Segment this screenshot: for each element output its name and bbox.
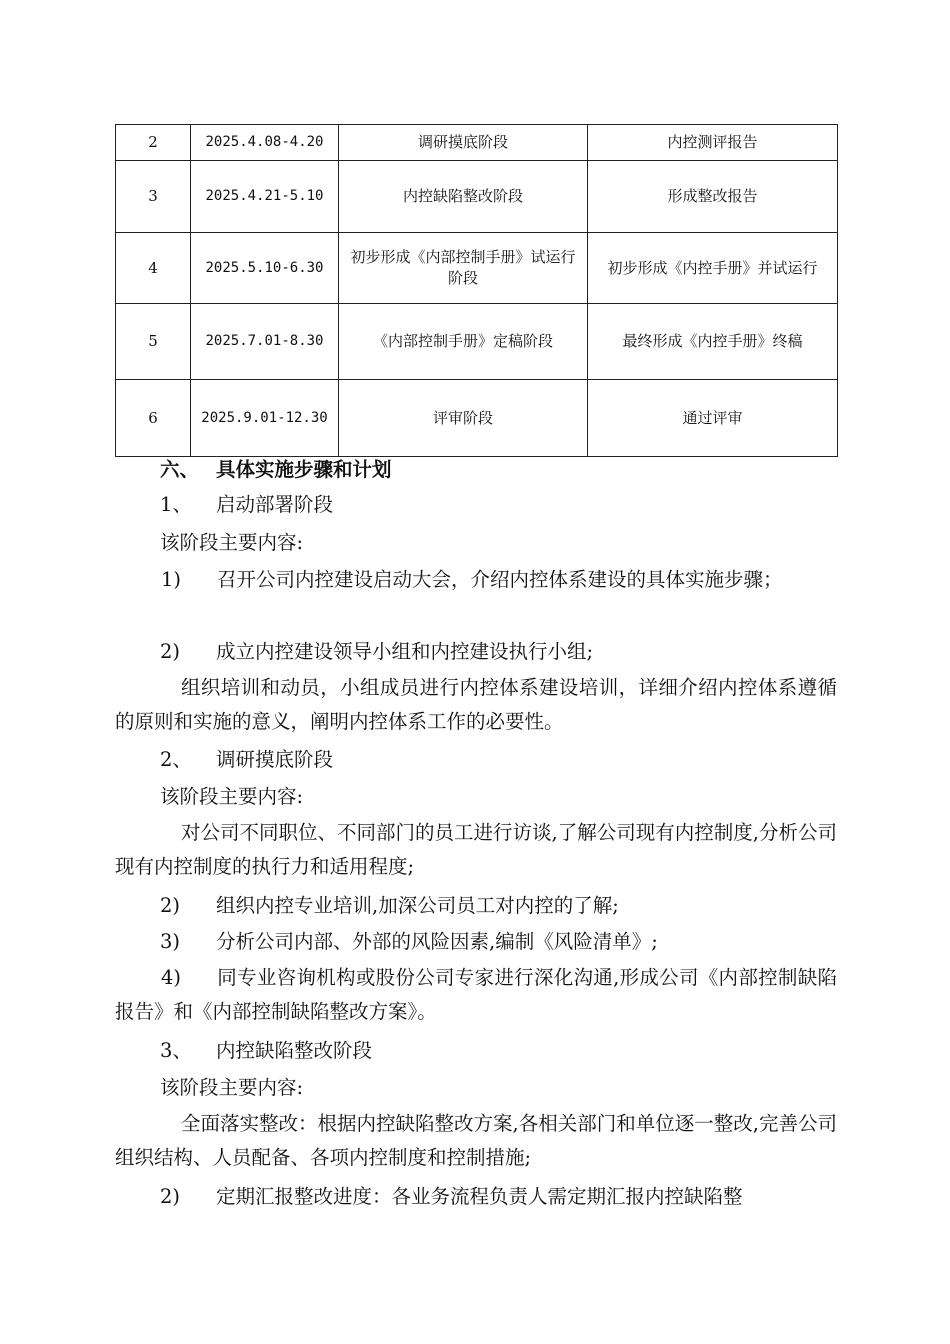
item-text: 组织内控专业培训,加深公司员工对内控的了解; bbox=[216, 894, 619, 917]
row-date: 2025.5.10-6.30 bbox=[191, 233, 339, 304]
section-heading bbox=[160, 453, 392, 487]
list-item bbox=[115, 1107, 837, 1175]
row-date: 2025.9.01-12.30 bbox=[191, 380, 339, 457]
item-number: 2) bbox=[160, 894, 181, 917]
row-date: 2025.4.08-4.20 bbox=[191, 125, 339, 161]
phase-number: 2、 bbox=[160, 748, 192, 771]
phase-intro: 该阶段主要内容: bbox=[160, 1076, 304, 1099]
row-number: 6 bbox=[116, 380, 191, 457]
phase-title: 内控缺陷整改阶段 bbox=[216, 1039, 373, 1062]
phase-heading bbox=[160, 743, 333, 777]
item-text: 定期汇报整改进度：各业务流程负责人需定期汇报内控缺陷整 bbox=[216, 1185, 743, 1208]
row-number: 3 bbox=[116, 161, 191, 233]
table-row bbox=[116, 161, 838, 233]
row-output: 最终形成《内控手册》终稿 bbox=[588, 304, 838, 380]
row-stage: 调研摸底阶段 bbox=[339, 125, 588, 161]
phase-title: 启动部署阶段 bbox=[216, 493, 334, 516]
list-item bbox=[160, 925, 658, 959]
list-item bbox=[115, 961, 837, 1029]
phase-number: 3、 bbox=[160, 1039, 192, 1062]
phase-heading bbox=[160, 1034, 372, 1068]
section-number: 六、 bbox=[160, 458, 200, 481]
table-row bbox=[116, 380, 838, 457]
list-item bbox=[160, 1180, 743, 1214]
row-number: 4 bbox=[116, 233, 191, 304]
list-item bbox=[115, 563, 837, 597]
phase-intro: 该阶段主要内容: bbox=[160, 531, 304, 554]
item-text: 组织培训和动员，小组成员进行内控体系建设培训，详细介绍内控体系遵循的原则和实施的意义，阐明内控体系工作的必要性。 bbox=[115, 676, 837, 733]
item-number: 1) bbox=[161, 568, 182, 591]
row-output: 初步形成《内控手册》并试运行 bbox=[588, 233, 838, 304]
item-text: 全面落实整改：根据内控缺陷整改方案,各相关部门和单位逐一整改,完善公司组织结构、人员配备、各项内控制度和控制措施; bbox=[115, 1112, 837, 1169]
list-item bbox=[160, 889, 619, 923]
list-item bbox=[115, 671, 837, 739]
phase-heading bbox=[160, 488, 333, 522]
item-text: 对公司不同职位、不同部门的员工进行访谈,了解公司现有内控制度,分析公司现有内控制度的执行力和适用程度; bbox=[115, 821, 837, 878]
table-row bbox=[116, 304, 838, 380]
phase-number: 1、 bbox=[160, 493, 192, 516]
row-date: 2025.4.21-5.10 bbox=[191, 161, 339, 233]
row-number: 5 bbox=[116, 304, 191, 380]
section-title: 具体实施步骤和计划 bbox=[216, 458, 392, 481]
item-text: 召开公司内控建设启动大会，介绍内控体系建设的具体实施步骤； bbox=[217, 568, 783, 591]
item-number: 2) bbox=[160, 640, 181, 663]
row-output: 通过评审 bbox=[588, 380, 838, 457]
row-date: 2025.7.01-8.30 bbox=[191, 304, 339, 380]
item-number: 4) bbox=[161, 966, 182, 989]
row-stage: 《内部控制手册》定稿阶段 bbox=[339, 304, 588, 380]
item-text: 成立内控建设领导小组和内控建设执行小组; bbox=[216, 640, 594, 663]
row-output: 形成整改报告 bbox=[588, 161, 838, 233]
row-number: 2 bbox=[116, 125, 191, 161]
phase-intro: 该阶段主要内容: bbox=[160, 785, 304, 808]
list-item bbox=[115, 816, 837, 884]
item-text: 分析公司内部、外部的风险因素,编制《风险清单》; bbox=[216, 930, 658, 953]
item-number: 2) bbox=[160, 1185, 181, 1208]
list-item bbox=[160, 635, 593, 669]
table-row bbox=[116, 233, 838, 304]
phase-title: 调研摸底阶段 bbox=[216, 748, 334, 771]
row-stage: 评审阶段 bbox=[339, 380, 588, 457]
row-stage: 初步形成《内部控制手册》试运行阶段 bbox=[339, 233, 588, 304]
row-output: 内控测评报告 bbox=[588, 125, 838, 161]
schedule-table bbox=[115, 124, 838, 457]
table-row bbox=[116, 125, 838, 161]
item-text: 同专业咨询机构或股份公司专家进行深化沟通,形成公司《内部控制缺陷报告》和《内部控制缺陷整改方案》。 bbox=[115, 966, 837, 1023]
row-stage: 内控缺陷整改阶段 bbox=[339, 161, 588, 233]
item-number: 3) bbox=[160, 930, 181, 953]
